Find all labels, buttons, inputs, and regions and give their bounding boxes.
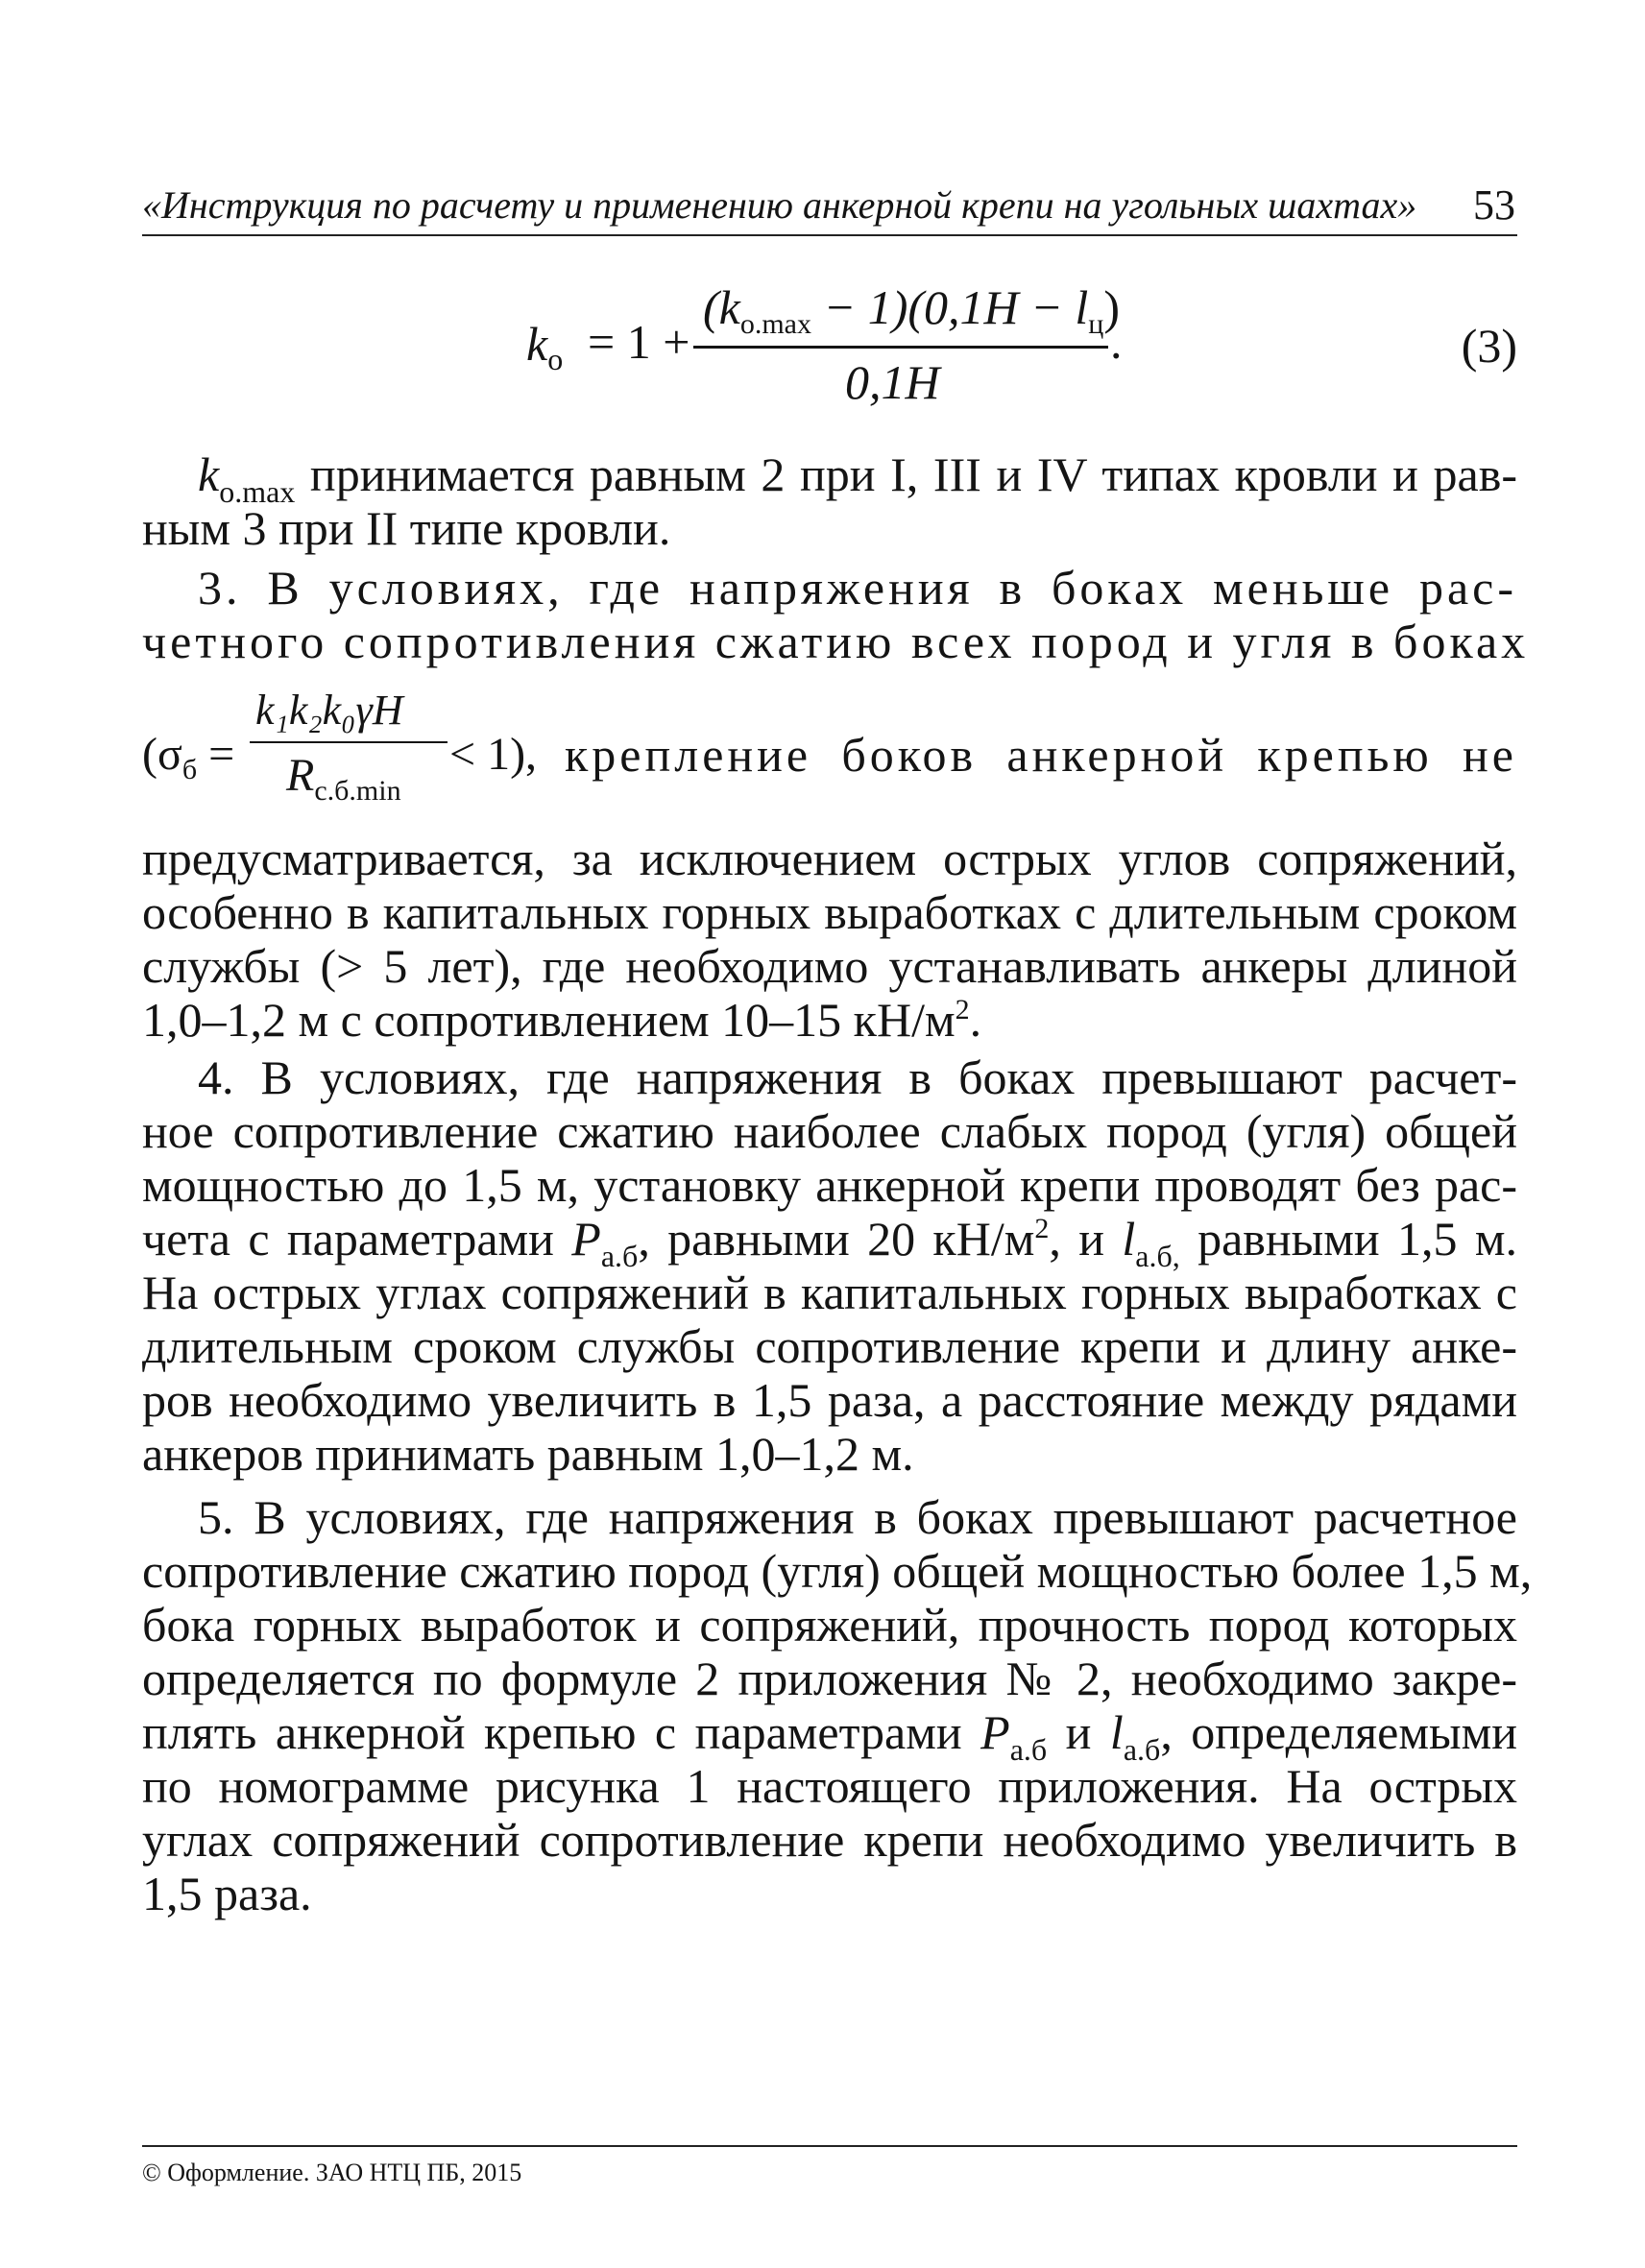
sigma-formula-line [142,684,1517,828]
para-4-line-1: 4. В условиях, где напряжения в боках превышают расчет- [198,1050,1517,1104]
sigma-fraction-denominator: $R_{с.б.min}$ [286,750,401,807]
para-4-line-7: ров необходимо увеличить в 1,5 раза, а расстояние между рядами [142,1373,1517,1427]
footer-copyright: © Оформление. ЗАО НТЦ ПБ, 2015 [142,2159,522,2186]
para-5-line-2: сопротивление сжатию пород (угля) общей мощностью более 1,5 м, [142,1544,1533,1598]
para-4-line-3: мощностью до 1,5 м, установку анкерной крепи проводят без рас- [142,1158,1517,1212]
para-5-line-4: определяется по формуле 2 приложения № 2, необходимо закре- [142,1652,1517,1705]
formula-lhs: $k_о$ [526,317,564,376]
formula-dot: . [1110,315,1123,369]
sigma-fraction-bar [250,741,448,743]
formula-numerator: $(k_{o.max} - 1)(0,1H - l_ц)$ [703,280,1120,340]
para-3-line-5: особенно в капитальных горных выработках с длительным сроком [142,885,1517,939]
formula-3 [0,0,1645,442]
footer-rule [142,2145,1517,2147]
formula-denominator: 0,1H [845,355,940,409]
page-number: 53 [1473,181,1515,229]
para-4-line-8: анкеров принимать равным 1,0–1,2 м. [142,1427,914,1481]
para-3-line-4: предусматривается, за исключением острых углов сопряжений, [142,832,1517,885]
para-3-line-7: 1,0–1,2 м с сопротивлением 10–15 $кН/м^2$. [142,993,982,1047]
para-kmax-line-2: ным 3 при II типе кровли. [142,501,671,555]
para-kmax-line-1: $k_{o.max}$ принимается равным 2 при I, III и IV типах кровли и рав- [198,447,1517,509]
para-3-line-3: крепление боков анкерной крепью не [565,728,1517,782]
formula-equals: = 1 + [588,315,690,369]
para-3-line-2: четного сопротивления сжатию всех пород и угля в боках [142,615,1530,668]
para-3-line-6: службы (> 5 лет), где необходимо устанавливать анкеры длиной [142,939,1517,993]
para-4-line-4: чета с параметрами $P_{а.б}$, равными 20 $кН/м^2$, и $l_{а.б,}$ равными 1,5 м. [142,1212,1517,1273]
para-5-line-8: 1,5 раза. [142,1867,312,1920]
sigma-open: ($\sigma_б$ = [142,729,235,785]
para-5-line-6: по номограмме рисунка 1 настоящего приложения. На острых [142,1759,1517,1813]
para-4-line-5: На острых углах сопряжений в капитальных горных выработках с [142,1266,1517,1319]
formula-fraction-bar [693,346,1108,349]
header-title: «Инструкция по расчету и применению анкерной крепи на угольных шахтах» [142,183,1417,227]
para-5-line-7: углах сопряжений сопротивление крепи необходимо увеличить в [142,1813,1517,1867]
sigma-fraction-numerator: k₁k₂k₀γH [255,687,403,734]
para-4-line-2: ное сопротивление сжатию наиболее слабых пород (угля) общей [142,1104,1517,1158]
para-5-line-1: 5. В условиях, где напряжения в боках превышают расчетное [198,1490,1517,1544]
sigma-lt-one: < 1), [449,729,538,780]
equation-number: (3) [1461,319,1517,373]
para-5-line-3: бока горных выработок и сопряжений, прочность пород которых [142,1598,1517,1652]
para-5-line-5: плять анкерной крепью с параметрами $P_{а.б}$ и $l_{а.б}$, определяемыми [142,1705,1517,1767]
para-3-line-1: 3. В условиях, где напряжения в боках меньше рас- [198,561,1517,615]
para-4-line-6: длительным сроком службы сопротивление крепи и длину анке- [142,1319,1517,1373]
